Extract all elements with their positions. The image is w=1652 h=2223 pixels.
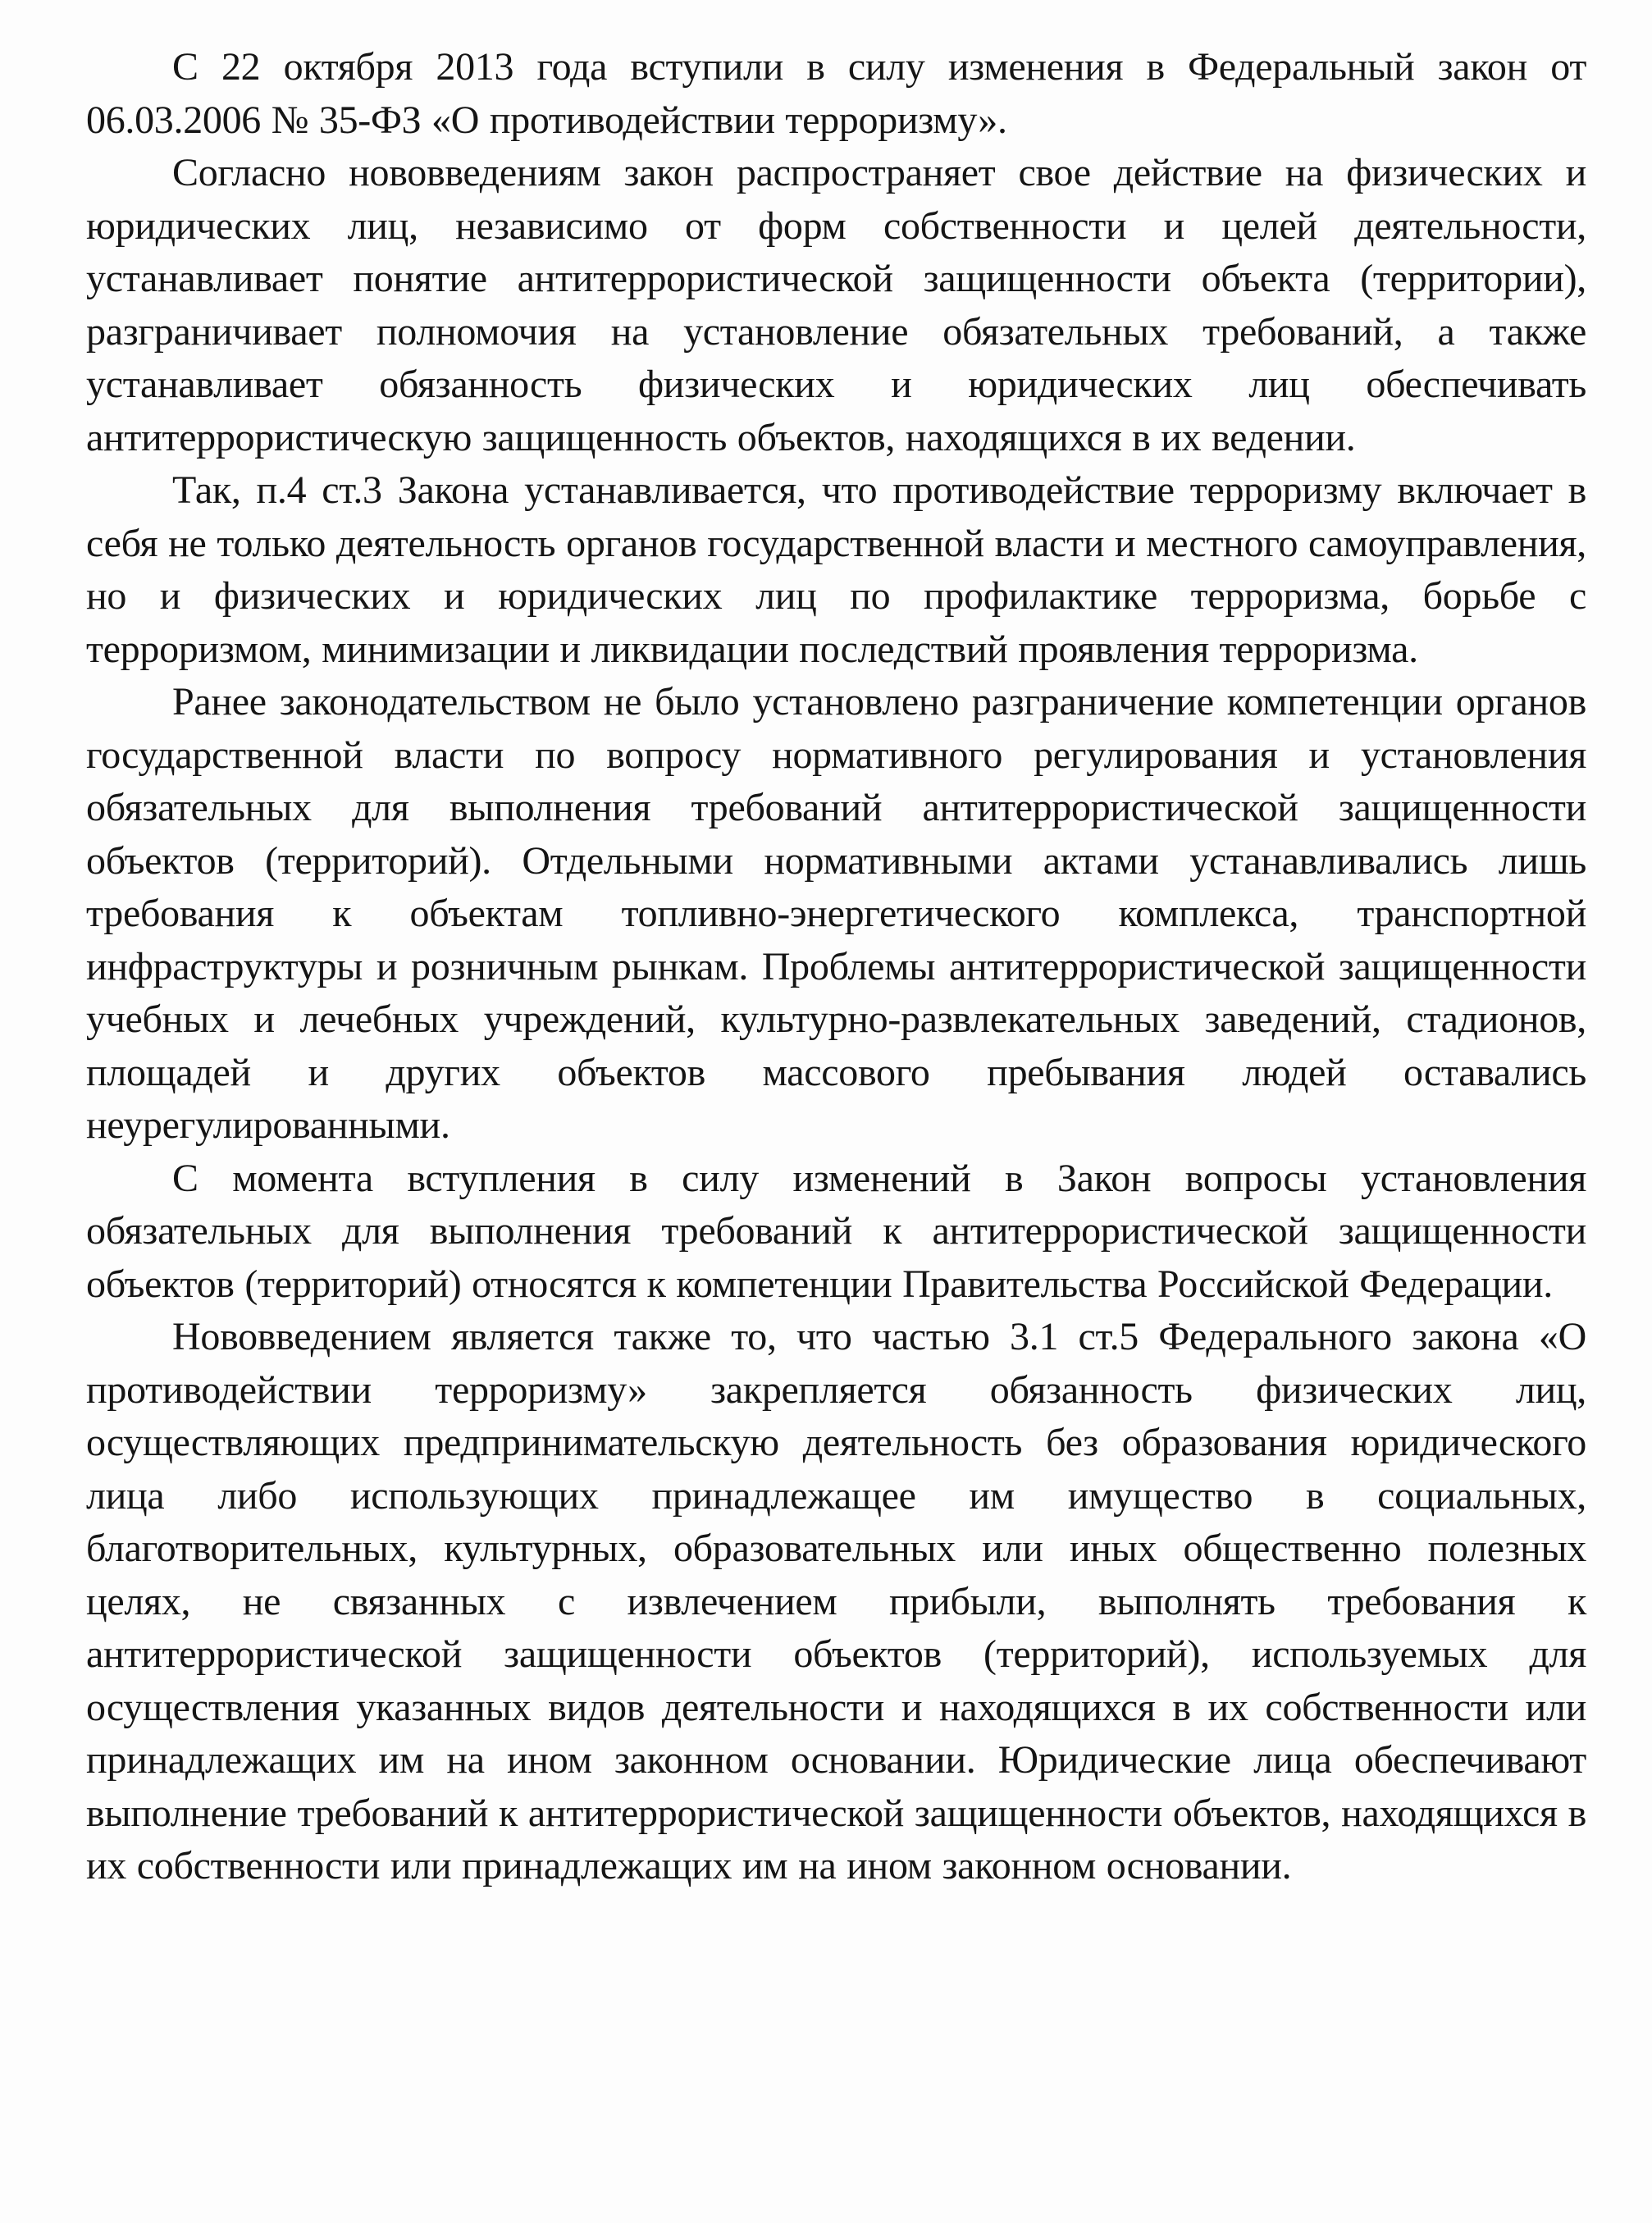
paragraph-effective-date: С 22 октября 2013 года вступили в силу изменения в Федеральный закон от 06.03.2006 № 35-ФЗ «О противодействии терроризму». [86,45,1586,142]
document-body [86,41,1586,1893]
paragraph-government-competence: С момента вступления в силу изменений в Закон вопросы установления обязательных для выполнения требований к антитеррористической защищенности объектов (территорий) относятся к компетенции Правительства Российской Федерации. [86,1156,1586,1306]
paragraph-counteraction-definition: Так, п.4 ст.3 Закона устанавливается, что противодействие терроризму включает в себя не только деятельность органов государственной власти и местного самоуправления, но и физических и юридических лиц по профилактике терроризма, борьбе с терроризмом, минимизации и ликвидации последствий проявления терроризма. [86,468,1586,671]
paragraph-obligations: Нововведением является также то, что частью 3.1 ст.5 Федерального закона «О противодействии терроризму» закрепляется обязанность физических лиц, осуществляющих предпринимательскую деятельность без образования юридического лица либо использующих принадлежащее им имущество в социальных, благотворительных, культурных, образовательных или иных общественно полезных целях, не связанных с извлечением прибыли, выполнять требования к антитеррористической защищенности объектов (территорий), используемых для осуществления указанных видов деятельности и находящихся в их собственности или принадлежащих им на ином законном основании. Юридические лица обеспечивают выполнение требований к антитеррористической защищенности объектов, находящихся в их собственности или принадлежащих им на ином законном основании. [86,1315,1586,1887]
paragraph-scope: Согласно нововведениям закон распространяет свое действие на физических и юридических лиц, независимо от форм собственности и целей деятельности, устанавливает понятие антитеррористической защищенности объекта (территории), разграничивает полномочия на установление обязательных требований, а также устанавливает обязанность физических и юридических лиц обеспечивать антитеррористическую защищенность объектов, находящихся в их ведении. [86,151,1586,459]
paragraph-previous-legislation: Ранее законодательством не было установлено разграничение компетенции органов государственной власти по вопросу нормативного регулирования и установления обязательных для выполнения требований антитеррористической защищенности объектов (территорий). Отдельными нормативными актами устанавливались лишь требования к объектам топливно-энергетического комплекса, транспортной инфраструктуры и розничным рынкам. Проблемы антитеррористической защищенности учебных и лечебных учреждений, культурно-развлекательных заведений, стадионов, площадей и других объектов массового пребывания людей оставались неурегулированными. [86,680,1586,1147]
